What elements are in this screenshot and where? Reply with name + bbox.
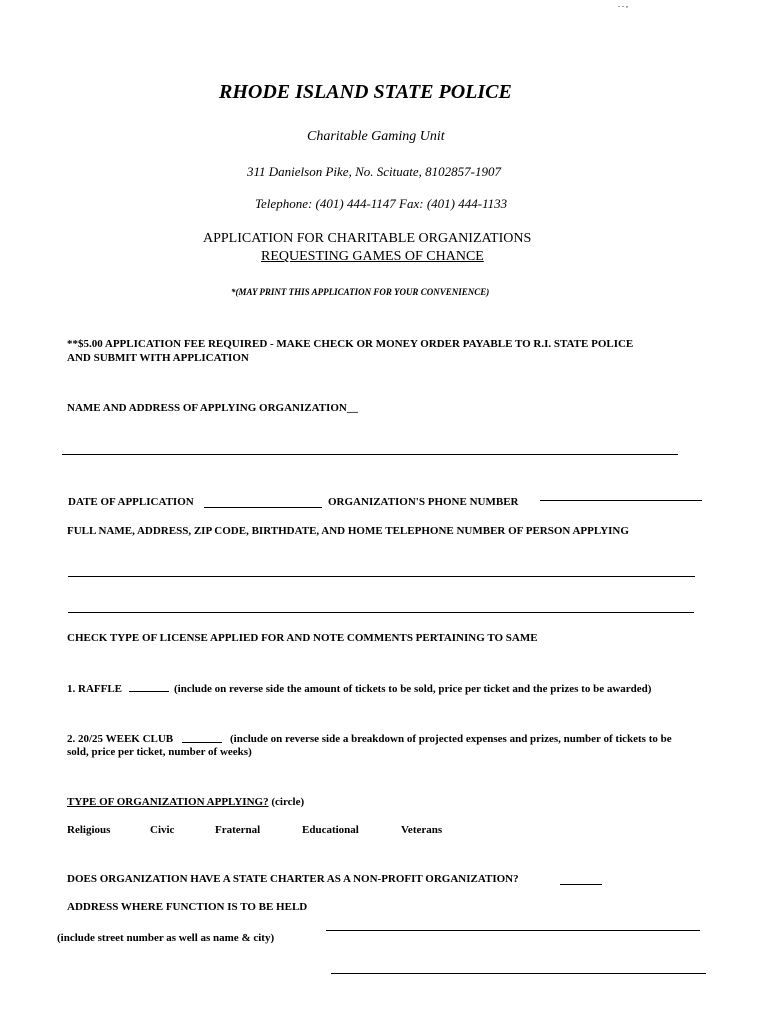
unit-address: 311 Danielson Pike, No. Scituate, 8102857-1907	[247, 164, 501, 179]
org-name-line[interactable]	[62, 454, 678, 455]
option-educational[interactable]: Educational	[302, 824, 359, 836]
function-address-note: (include street number as well as name & city)	[57, 932, 275, 944]
fee-line2: AND SUBMIT WITH APPLICATION	[67, 352, 249, 364]
week-club-note-line1: (include on reverse side a breakdown of projected expenses and prizes, number of tickets to be	[230, 733, 672, 745]
applicant-label: FULL NAME, ADDRESS, ZIP CODE, BIRTHDATE, AND HOME TELEPHONE NUMBER OF PERSON APPLYING	[67, 525, 629, 537]
week-club-check-line[interactable]	[182, 742, 222, 743]
org-name-label: NAME AND ADDRESS OF APPLYING ORGANIZATION__	[67, 402, 358, 414]
date-line[interactable]	[204, 507, 322, 508]
print-note: *(MAY PRINT THIS APPLICATION FOR YOUR CONVENIENCE)	[231, 287, 490, 297]
option-religious[interactable]: Religious	[67, 824, 111, 836]
applicant-line-2[interactable]	[68, 612, 694, 613]
corner-mark: . . ,	[618, 0, 628, 9]
org-type-hint: (circle)	[271, 796, 305, 808]
week-club-note-line2: sold, price per ticket, number of weeks)	[67, 746, 252, 758]
option-civic[interactable]: Civic	[150, 824, 175, 836]
function-address-line-2[interactable]	[331, 973, 706, 974]
raffle-check-line[interactable]	[129, 691, 169, 692]
week-club-label: 2. 20/25 WEEK CLUB	[67, 733, 174, 745]
raffle-note: (include on reverse side the amount of tickets to be sold, price per ticket and the prizes to be awarded)	[174, 683, 652, 695]
option-veterans[interactable]: Veterans	[401, 824, 443, 836]
charter-question: DOES ORGANIZATION HAVE A STATE CHARTER AS A NON-PROFIT ORGANIZATION?	[67, 873, 519, 885]
function-address-line-1[interactable]	[326, 930, 700, 931]
fee-line1: **$5.00 APPLICATION FEE REQUIRED - MAKE CHECK OR MONEY ORDER PAYABLE TO R.I. STATE POLICE	[67, 338, 634, 350]
application-title-line1: APPLICATION FOR CHARITABLE ORGANIZATIONS	[203, 231, 532, 246]
date-label: DATE OF APPLICATION	[68, 496, 194, 508]
raffle-label: 1. RAFFLE	[67, 683, 122, 695]
option-fraternal[interactable]: Fraternal	[215, 824, 261, 836]
applicant-line-1[interactable]	[68, 576, 695, 577]
function-address-label: ADDRESS WHERE FUNCTION IS TO BE HELD	[67, 901, 308, 913]
org-type-heading: TYPE OF ORGANIZATION APPLYING?	[67, 796, 269, 808]
unit-name: Charitable Gaming Unit	[307, 129, 445, 144]
org-phone-line[interactable]	[540, 500, 702, 501]
org-phone-label: ORGANIZATION'S PHONE NUMBER	[328, 496, 519, 508]
charter-answer-line[interactable]	[560, 884, 602, 885]
application-title-line2: REQUESTING GAMES OF CHANCE	[261, 249, 484, 264]
license-heading: CHECK TYPE OF LICENSE APPLIED FOR AND NOTE COMMENTS PERTAINING TO SAME	[67, 632, 538, 644]
page-title: RHODE ISLAND STATE POLICE	[219, 81, 512, 103]
unit-phone: Telephone: (401) 444-1147 Fax: (401) 444-1133	[255, 196, 508, 211]
